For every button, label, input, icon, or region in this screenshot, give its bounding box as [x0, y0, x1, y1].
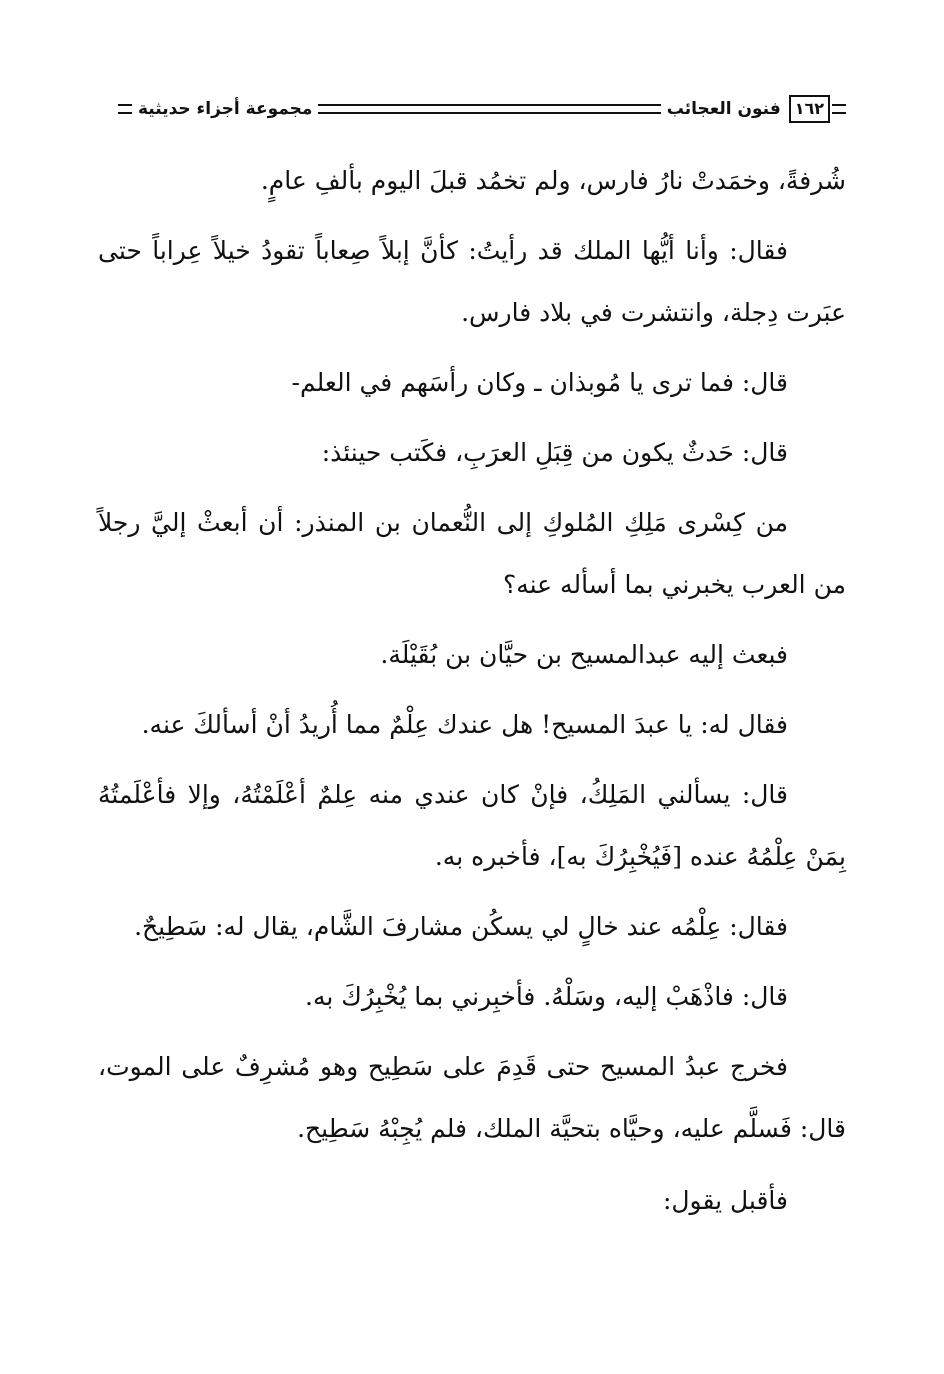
body-text [98, 150, 846, 1240]
collection-title: مجموعة أجزاء حديثية [138, 99, 313, 119]
paragraph: فقال: عِلْمُه عند خالٍ لي يسكُن مشارفَ الشَّام، يقال له: سَطِيحٌ. [134, 912, 788, 941]
paragraph: من كِسْرى مَلِكِ المُلوكِ إلى النُّعمان بن المنذر: أن أبعثْ إليَّ رجلاً من العرب يخبرني بما أسأله عنه؟ [98, 508, 846, 599]
header-rule-right [832, 104, 846, 114]
paragraph: فقال: وأنا أيُّها الملك قد رأيتُ: كأنَّ إبلاً صِعاباً تقودُ خيلاً عِراباً حتى عبَرت دِجلة، وانتشرت في بلاد فارس. [98, 236, 846, 327]
paragraph: قال: فاذْهَبْ إليه، وسَلْهُ. فأخبِرني بما يُخْبِرُكَ به. [305, 982, 788, 1011]
paragraph: فأقبل يقول: [662, 1186, 788, 1215]
paragraph: فقال له: يا عبدَ المسيح! هل عندك عِلْمٌ مما أُريدُ أنْ أسألكَ عنه. [141, 710, 788, 739]
paragraph: شُرفةً، وخمَدتْ نارُ فارس، ولم تخمُد قبلَ اليوم بألفِ عامٍ. [260, 166, 846, 195]
book-title: فنون العجائب [666, 99, 781, 119]
running-header [118, 92, 846, 126]
page-number: ١٦٢ [789, 95, 830, 123]
paragraph: فخرج عبدُ المسيح حتى قَدِمَ على سَطِيح وهو مُشرِفٌ على الموت، قال: فَسلَّم عليه، وحيَّاه بتحيَّة الملك، فلم يُجِبْهُ سَطِيح. [98, 1052, 846, 1143]
header-rule-left [118, 104, 132, 114]
paragraph: قال: فما ترى يا مُوبذان ـ وكان رأسَهم في العلم- [291, 368, 788, 397]
paragraph: قال: يسألني المَلِكُ، فإنْ كان عندي منه عِلمٌ أعْلَمْتُهُ، وإلا فأعْلَمتُهُ بِمَنْ عِلْمُهُ عنده [فَيُخْبِرُكَ به]، فأخبره به. [98, 780, 846, 871]
paragraph: فبعث إليه عبدالمسيح بن حيَّان بن بُقَيْلَة. [380, 640, 788, 669]
paragraph: قال: حَدثٌ يكون من قِبَلِ العرَبِ، فكَتب حينئذ: [321, 438, 788, 467]
header-rule-middle [318, 104, 660, 114]
